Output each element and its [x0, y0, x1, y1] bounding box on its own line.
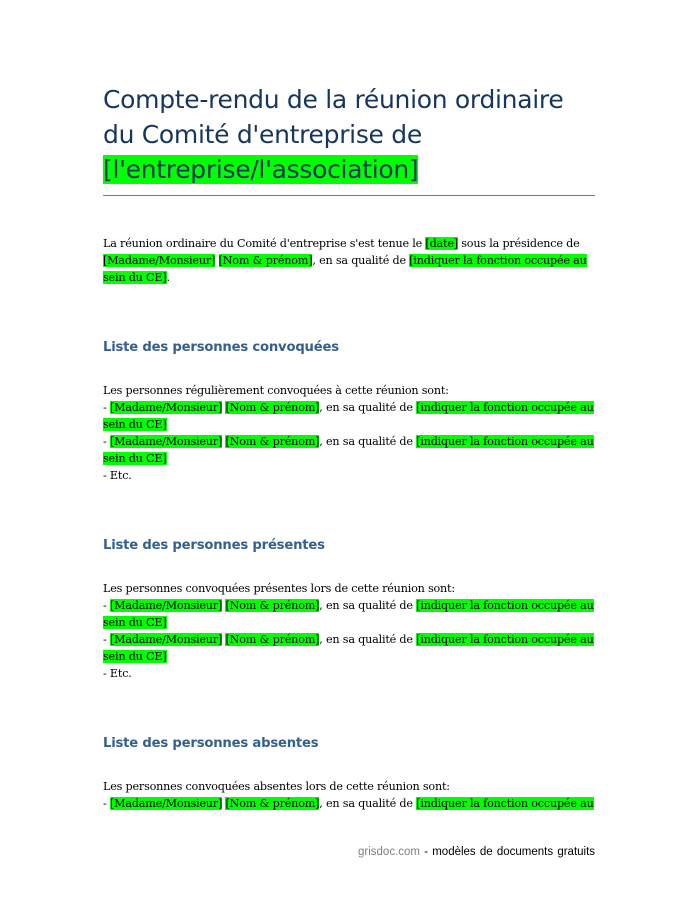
title-line-3 [103, 152, 603, 187]
footer-brand-link[interactable]: grisdoc.com [358, 846, 420, 858]
function-placeholder-cont: sein du CE] [103, 616, 167, 629]
civility-placeholder: [Madame/Monsieur] [109, 435, 223, 448]
section-lead: Les personnes convoquées absentes lors de cette réunion sont: [103, 780, 450, 793]
civility-placeholder: [Madame/Monsieur] [109, 633, 223, 646]
section-lead: Les personnes régulièrement convoquées à cette réunion sont: [103, 384, 449, 397]
intro-paragraph: La réunion ordinaire du Comité d'entreprise s'est tenue le [date] sous la présidence de [Madame/Monsieur] [Nom & prénom], en sa qualité de [indiquer la fonction occupée au sein du CE]. [103, 237, 587, 284]
name-placeholder: [Nom & prénom] [225, 633, 320, 646]
function-placeholder: [indiquer la fonction occupée au [416, 633, 594, 646]
section-body-presentes [103, 580, 593, 682]
section-lead: Les personnes convoquées présentes lors de cette réunion sont: [103, 582, 455, 595]
name-placeholder: [Nom & prénom] [225, 401, 320, 414]
title-line-2: du Comité d'entreprise de [103, 120, 422, 149]
function-placeholder: [indiquer la fonction occupée au [409, 254, 587, 267]
page-footer [358, 846, 595, 858]
footer-tagline: - modèles de documents gratuits [420, 846, 596, 858]
list-item: - [Madame/Monsieur] [Nom & prénom], en sa qualité de [indiquer la fonction occupée au [103, 633, 594, 646]
section-body-convoquees [103, 382, 593, 484]
organization-placeholder: [l'entreprise/l'association] [103, 155, 419, 184]
civility-placeholder: [Madame/Monsieur] [109, 401, 223, 414]
section-body-absentes [103, 778, 593, 812]
section-heading-absentes: Liste des personnes absentes [103, 736, 319, 751]
name-placeholder: [Nom & prénom] [225, 797, 320, 810]
list-etc: - Etc. [103, 667, 132, 680]
function-placeholder: [indiquer la fonction occupée au [416, 599, 594, 612]
name-placeholder: [Nom & prénom] [225, 435, 320, 448]
list-item: - [Madame/Monsieur] [Nom & prénom], en sa qualité de [indiquer la fonction occupée au [103, 599, 594, 612]
civility-placeholder: [Madame/Monsieur] [109, 599, 223, 612]
date-placeholder: [date] [425, 237, 458, 250]
function-placeholder: [indiquer la fonction occupée au [416, 435, 594, 448]
list-item: - [Madame/Monsieur] [Nom & prénom], en sa qualité de [indiquer la fonction occupée au [103, 435, 594, 448]
function-placeholder-cont: sein du CE] [103, 452, 167, 465]
function-placeholder: [indiquer la fonction occupée au [416, 401, 594, 414]
name-placeholder: [Nom & prénom] [218, 254, 313, 267]
function-placeholder-cont: sein du CE] [103, 650, 167, 663]
title-line-1: Compte-rendu de la réunion ordinaire [103, 85, 564, 114]
function-placeholder-cont: sein du CE] [103, 271, 167, 284]
function-placeholder: [indiquer la fonction occupée au [416, 797, 594, 810]
list-item: - [Madame/Monsieur] [Nom & prénom], en sa qualité de [indiquer la fonction occupée au [103, 797, 594, 810]
document-title [103, 82, 603, 187]
title-divider [103, 195, 595, 196]
section-heading-convoquees: Liste des personnes convoquées [103, 340, 339, 355]
list-etc: - Etc. [103, 469, 132, 482]
name-placeholder: [Nom & prénom] [225, 599, 320, 612]
section-heading-presentes: Liste des personnes présentes [103, 538, 325, 553]
civility-placeholder: [Madame/Monsieur] [109, 797, 223, 810]
function-placeholder-cont: sein du CE] [103, 418, 167, 431]
civility-placeholder: [Madame/Monsieur] [103, 254, 216, 267]
list-item: - [Madame/Monsieur] [Nom & prénom], en sa qualité de [indiquer la fonction occupée au [103, 401, 594, 414]
